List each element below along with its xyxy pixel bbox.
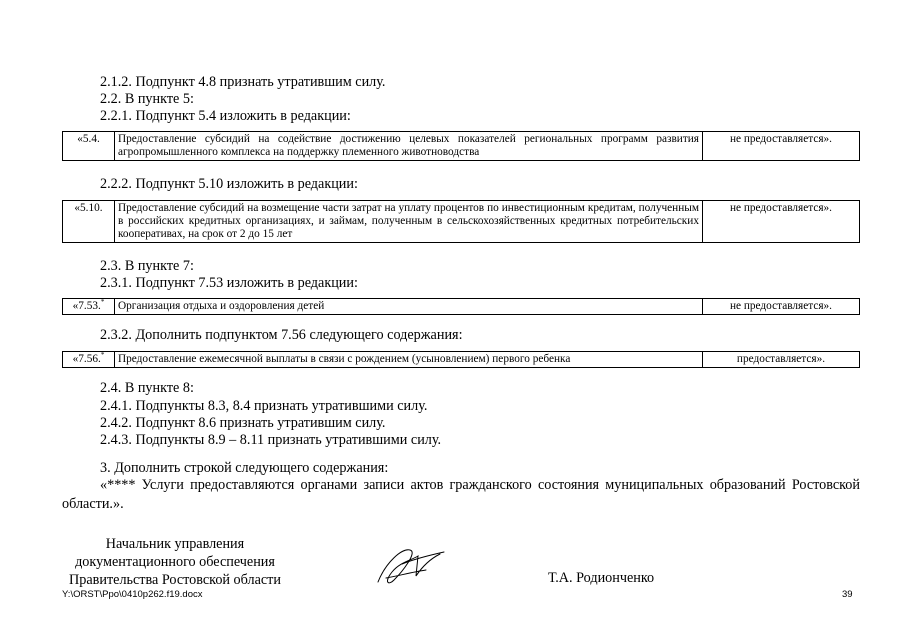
paragraph-2-2-1: 2.2.1. Подпункт 5.4 изложить в редакции: — [100, 108, 351, 124]
paragraph-2-3-1: 2.3.1. Подпункт 7.53 изложить в редакции: — [100, 275, 358, 291]
paragraph-2-3-2: 2.3.2. Дополнить подпунктом 7.56 следующего содержания: — [100, 327, 463, 343]
handwritten-signature — [372, 542, 452, 590]
table-5-4 — [62, 131, 860, 161]
table-number-text: «7.53. — [72, 300, 101, 312]
paragraph-3-text: «**** Услуги предоставляются органами записи актов гражданского состояния муниципальных образований Ростовской области.». — [62, 477, 860, 512]
footer-file-path: Y:\ORST\Ppo\0410p262.f19.docx — [62, 589, 203, 600]
table-cell-value: не предоставляется». — [703, 299, 860, 315]
paragraph-3: 3. Дополнить строкой следующего содержания: — [100, 460, 389, 476]
table-7-53 — [62, 298, 860, 315]
signatory-title-line-2: документационного обеспечения — [75, 554, 275, 570]
paragraph-2-4-2: 2.4.2. Подпункт 8.6 признать утратившим силу. — [100, 415, 386, 431]
page-number: 39 — [842, 589, 853, 600]
footnote-marker: * — [100, 298, 105, 307]
table-cell-number — [63, 352, 115, 368]
table-cell-description: Предоставление субсидий на содействие достижению целевых показателей региональных программ развития агропромышленного комплекса на поддержку племенного животноводства — [115, 132, 703, 161]
paragraph-2-2-2: 2.2.2. Подпункт 5.10 изложить в редакции: — [100, 176, 358, 192]
footnote-marker: * — [100, 351, 105, 360]
table-cell-value: не предоставляется». — [703, 201, 860, 243]
paragraph-2-4-1: 2.4.1. Подпункты 8.3, 8.4 признать утратившими силу. — [100, 398, 428, 414]
table-cell-number: «5.4. — [63, 132, 115, 161]
signatory-title — [55, 535, 295, 589]
signatory-title-line-3: Правительства Ростовской области — [69, 572, 281, 588]
table-cell-number: «5.10. — [63, 201, 115, 243]
table-cell-description: Предоставление субсидий на возмещение части затрат на уплату процентов по инвестиционным кредитам, полученным в российских кредитных организациях, и займам, полученным в сельскохозяйственных кредитных потребительских кооперативах, на срок от 2 до 15 лет — [115, 201, 703, 243]
table-cell-description: Организация отдыха и оздоровления детей — [115, 299, 703, 315]
table-row — [63, 299, 860, 315]
table-cell-number — [63, 299, 115, 315]
table-5-10 — [62, 200, 860, 243]
signatory-name: Т.А. Родионченко — [548, 570, 655, 586]
table-cell-description: Предоставление ежемесячной выплаты в связи с рождением (усыновлением) первого ребенка — [115, 352, 703, 368]
paragraph-2-3: 2.3. В пункте 7: — [100, 258, 194, 274]
table-row — [63, 201, 860, 243]
table-number-text: «7.56. — [72, 353, 101, 365]
paragraph-2-1-2: 2.1.2. Подпункт 4.8 признать утратившим силу. — [100, 74, 386, 90]
paragraph-2-4-3: 2.4.3. Подпункты 8.9 – 8.11 признать утратившими силу. — [100, 432, 442, 448]
table-cell-value: не предоставляется». — [703, 132, 860, 161]
table-row — [63, 132, 860, 161]
paragraph-2-2: 2.2. В пункте 5: — [100, 91, 194, 107]
signatory-title-line-1: Начальник управления — [105, 536, 245, 552]
table-cell-value: предоставляется». — [703, 352, 860, 368]
table-7-56 — [62, 351, 860, 368]
paragraph-2-4: 2.4. В пункте 8: — [100, 380, 194, 396]
table-row — [63, 352, 860, 368]
